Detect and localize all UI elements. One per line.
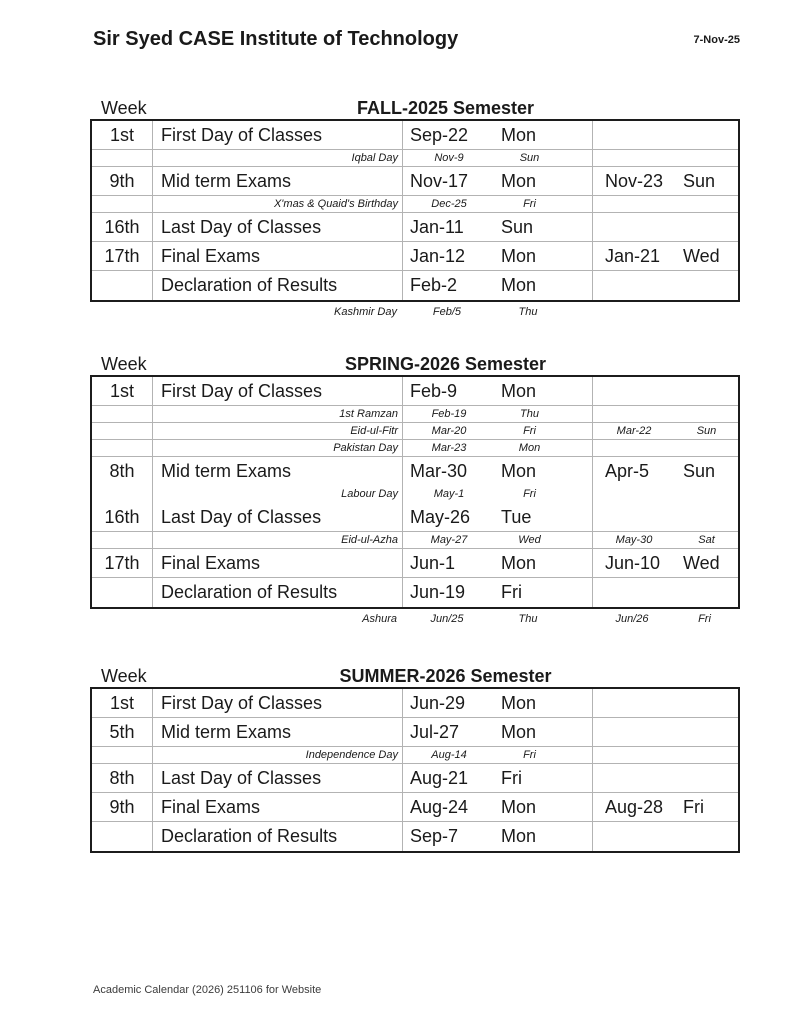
day-cell: Mon	[495, 689, 593, 717]
resit-day-cell: Fri	[683, 797, 704, 817]
resit-day-cell	[675, 377, 738, 405]
event-label-cell: Last Day of Classes	[153, 764, 403, 792]
day-cell: Fri	[495, 423, 593, 439]
event-label-cell: X'mas & Quaid's Birthday	[153, 196, 403, 212]
day-cell: Wed	[495, 532, 593, 548]
calendar-table	[90, 687, 740, 853]
day-cell: Mon	[495, 121, 593, 149]
resit-date-cell	[593, 121, 675, 149]
resit-date-cell: Nov-23	[605, 171, 664, 191]
day-cell: Mon	[495, 271, 593, 300]
holiday-row	[92, 406, 738, 423]
footer-note: Academic Calendar (2026) 251106 for Website	[93, 984, 322, 996]
semester-title: SUMMER-2026 Semester	[339, 666, 552, 686]
holiday-row	[92, 486, 738, 503]
week-cell: 8th	[92, 457, 153, 486]
week-cell	[92, 578, 153, 607]
week-cell	[92, 150, 153, 166]
week-cell: 1st	[92, 377, 153, 405]
semester-section	[90, 662, 740, 853]
resit-date-cell	[593, 406, 675, 422]
week-column-header: Week	[101, 666, 147, 686]
week-cell	[92, 747, 153, 763]
resit-day-cell	[675, 503, 738, 531]
resit-day-cell	[675, 150, 738, 166]
week-cell	[90, 304, 151, 322]
resit-day-cell	[675, 271, 738, 300]
date-cell: Sep-7	[410, 826, 459, 846]
week-cell: 5th	[92, 718, 153, 746]
week-cell	[92, 822, 153, 851]
week-cell: 16th	[92, 503, 153, 531]
date-cell: Jul-27	[410, 722, 460, 742]
week-cell	[92, 271, 153, 300]
date-cell: Mar-20	[431, 425, 467, 437]
resit-date-cell	[593, 578, 675, 607]
date-cell: Feb-2	[410, 275, 458, 295]
resit-day-cell	[675, 578, 738, 607]
table-row	[92, 549, 738, 578]
event-label-cell: First Day of Classes	[153, 377, 403, 405]
event-label-cell: Mid term Exams	[153, 167, 403, 195]
day-cell: Fri	[495, 486, 593, 503]
week-cell: 16th	[92, 213, 153, 241]
resit-date-cell: Jun-10	[605, 553, 661, 573]
resit-day-cell	[675, 486, 738, 503]
day-cell: Fri	[495, 578, 593, 607]
week-cell	[92, 440, 153, 456]
week-cell	[92, 196, 153, 212]
date-cell: Mar-30	[410, 461, 468, 481]
table-row	[92, 271, 738, 300]
event-label-cell: Final Exams	[153, 793, 403, 821]
week-cell	[92, 532, 153, 548]
table-row	[92, 457, 738, 486]
resit-date-cell	[593, 689, 675, 717]
date-cell: Jun-29	[410, 693, 466, 713]
event-label-cell: Last Day of Classes	[153, 503, 403, 531]
event-label-cell: Declaration of Results	[153, 271, 403, 300]
resit-date-cell	[593, 213, 675, 241]
table-row	[92, 822, 738, 851]
resit-day-cell	[675, 764, 738, 792]
week-cell: 9th	[92, 793, 153, 821]
day-cell: Fri	[495, 764, 593, 792]
date-cell: Mar-23	[431, 442, 467, 454]
resit-date-cell: Jan-21	[605, 246, 661, 266]
day-cell: Mon	[495, 167, 593, 195]
event-label-cell: Iqbal Day	[153, 150, 403, 166]
event-label-cell: Ashura	[362, 613, 397, 625]
resit-date-cell	[593, 503, 675, 531]
resit-date-cell	[593, 718, 675, 746]
day-cell: Thu	[518, 306, 538, 318]
table-row	[92, 377, 738, 406]
holiday-row	[92, 440, 738, 457]
event-label-cell: First Day of Classes	[153, 689, 403, 717]
week-cell	[92, 423, 153, 439]
resit-date-cell	[593, 822, 675, 851]
holiday-row	[90, 304, 740, 322]
day-cell: Mon	[495, 549, 593, 577]
event-label-cell: Labour Day	[153, 486, 403, 503]
table-row	[92, 689, 738, 718]
date-cell: Jan-11	[410, 217, 464, 237]
resit-date-cell: Aug-28	[605, 797, 664, 817]
week-cell: 17th	[92, 549, 153, 577]
table-row	[92, 503, 738, 532]
page-date: 7-Nov-25	[693, 34, 740, 46]
resit-date-cell	[593, 196, 675, 212]
table-row	[92, 213, 738, 242]
resit-date-cell	[593, 486, 675, 503]
resit-date-cell	[593, 271, 675, 300]
resit-day-cell: Fri	[698, 613, 711, 625]
semester-section	[90, 94, 740, 322]
date-cell: Feb-9	[410, 381, 458, 401]
resit-date-cell	[593, 150, 675, 166]
date-cell: Sep-22	[410, 125, 469, 145]
date-cell: Jun-1	[410, 553, 456, 573]
day-cell: Tue	[495, 503, 593, 531]
date-cell: Aug-24	[410, 797, 469, 817]
date-cell: Nov-17	[410, 171, 469, 191]
holiday-row	[92, 532, 738, 549]
week-cell	[92, 406, 153, 422]
calendar-table	[90, 119, 740, 302]
event-label-cell: Mid term Exams	[153, 457, 403, 486]
event-label-cell: Mid term Exams	[153, 718, 403, 746]
semester-title: FALL-2025 Semester	[356, 98, 535, 118]
event-label-cell: Final Exams	[153, 242, 403, 270]
event-label-cell: 1st Ramzan	[153, 406, 403, 422]
day-cell: Mon	[495, 457, 593, 486]
event-label-cell: Kashmir Day	[334, 306, 397, 318]
resit-day-cell	[675, 406, 738, 422]
event-label-cell: Declaration of Results	[153, 822, 403, 851]
table-row	[92, 793, 738, 822]
week-cell: 1st	[92, 689, 153, 717]
day-cell: Mon	[495, 718, 593, 746]
week-cell	[92, 486, 153, 503]
section-header	[90, 350, 740, 375]
week-cell: 17th	[92, 242, 153, 270]
section-header	[90, 662, 740, 687]
event-label-cell: Pakistan Day	[153, 440, 403, 456]
week-cell: 9th	[92, 167, 153, 195]
resit-day-cell	[675, 822, 738, 851]
resit-day-cell: Sun	[683, 171, 716, 191]
resit-day-cell	[675, 213, 738, 241]
table-row	[92, 718, 738, 747]
date-cell: Jan-12	[410, 246, 466, 266]
resit-day-cell	[675, 718, 738, 746]
resit-day-cell	[675, 747, 738, 763]
resit-day-cell	[675, 440, 738, 456]
holiday-row	[92, 747, 738, 764]
holiday-row	[92, 423, 738, 440]
date-cell: Nov-9	[434, 152, 464, 164]
table-row	[92, 242, 738, 271]
calendar-table	[90, 375, 740, 609]
resit-date-cell	[593, 377, 675, 405]
day-cell: Sun	[495, 213, 593, 241]
event-label-cell: Declaration of Results	[153, 578, 403, 607]
holiday-row	[92, 150, 738, 167]
resit-day-cell	[673, 304, 736, 322]
resit-date-cell: Apr-5	[605, 461, 650, 481]
semester-title: SPRING-2026 Semester	[344, 354, 547, 374]
resit-day-cell: Wed	[683, 246, 720, 266]
day-cell: Fri	[495, 196, 593, 212]
page-header	[93, 27, 740, 51]
resit-day-cell: Sun	[696, 425, 717, 437]
resit-day-cell: Wed	[683, 553, 720, 573]
below-table-holidays	[90, 611, 740, 629]
table-row	[92, 578, 738, 607]
resit-day-cell	[675, 196, 738, 212]
resit-date-cell	[591, 304, 673, 322]
day-cell: Thu	[495, 406, 593, 422]
date-cell: Jun-19	[410, 582, 466, 602]
date-cell: Jun/25	[430, 613, 464, 625]
day-cell: Mon	[495, 440, 593, 456]
day-cell: Sun	[495, 150, 593, 166]
table-row	[92, 764, 738, 793]
day-cell: Fri	[495, 747, 593, 763]
week-cell: 1st	[92, 121, 153, 149]
date-cell: Feb/5	[432, 306, 462, 318]
page-title: Sir Syed CASE Institute of Technology	[93, 28, 459, 50]
holiday-row	[92, 196, 738, 213]
week-cell: 8th	[92, 764, 153, 792]
event-label-cell: First Day of Classes	[153, 121, 403, 149]
event-label-cell: Independence Day	[153, 747, 403, 763]
day-cell: Thu	[518, 613, 538, 625]
resit-date-cell	[593, 440, 675, 456]
day-cell: Mon	[495, 242, 593, 270]
event-label-cell: Eid-ul-Fitr	[153, 423, 403, 439]
event-label-cell: Final Exams	[153, 549, 403, 577]
day-cell: Mon	[495, 822, 593, 851]
resit-day-cell: Sat	[698, 534, 715, 546]
resit-date-cell: May-30	[615, 534, 653, 546]
date-cell: Dec-25	[431, 198, 467, 210]
week-cell	[90, 611, 151, 629]
event-label-cell: Last Day of Classes	[153, 213, 403, 241]
date-cell: Feb-19	[431, 408, 467, 420]
date-cell: May-27	[430, 534, 468, 546]
date-cell: May-26	[410, 507, 471, 527]
day-cell: Mon	[495, 793, 593, 821]
resit-date-cell: Mar-22	[616, 425, 652, 437]
date-cell: Aug-21	[410, 768, 469, 788]
date-cell: May-1	[433, 488, 465, 500]
holiday-row	[90, 611, 740, 629]
resit-date-cell: Jun/26	[615, 613, 649, 625]
table-row	[92, 121, 738, 150]
day-cell: Mon	[495, 377, 593, 405]
resit-day-cell	[675, 689, 738, 717]
event-label-cell: Eid-ul-Azha	[153, 532, 403, 548]
resit-day-cell	[675, 121, 738, 149]
section-header	[90, 94, 740, 119]
below-table-holidays	[90, 304, 740, 322]
week-column-header: Week	[101, 98, 147, 118]
resit-day-cell: Sun	[683, 461, 716, 481]
semester-section	[90, 350, 740, 629]
date-cell: Aug-14	[431, 749, 467, 761]
resit-date-cell	[593, 747, 675, 763]
table-row	[92, 167, 738, 196]
resit-date-cell	[593, 764, 675, 792]
week-column-header: Week	[101, 354, 147, 374]
